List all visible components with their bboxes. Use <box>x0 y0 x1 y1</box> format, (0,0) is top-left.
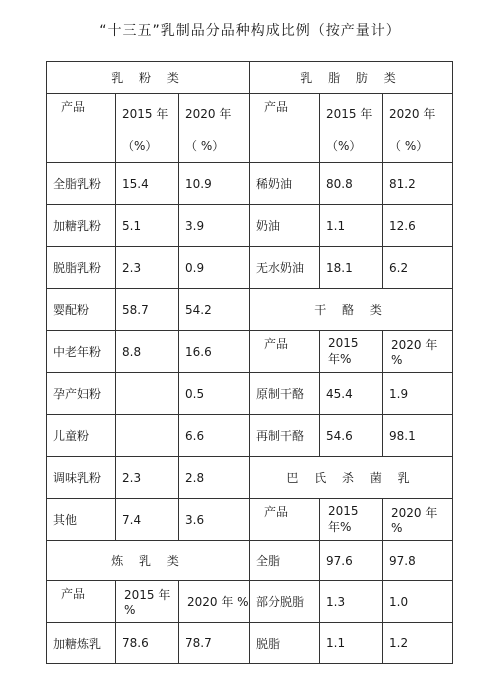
value-2020: 78.7 <box>179 623 250 664</box>
header-2015: 2015 年 % <box>116 581 179 623</box>
header-product: 产品 <box>250 94 320 163</box>
table-row <box>47 415 453 457</box>
header-product: 产品 <box>250 499 320 541</box>
value-2020: 54.2 <box>179 289 250 331</box>
value-2020: 2.8 <box>179 457 250 499</box>
table-row <box>47 499 453 541</box>
product-name: 儿童粉 <box>47 415 116 457</box>
value-2015: 1.1 <box>320 205 383 247</box>
value-2015: 2.3 <box>116 457 179 499</box>
table-row <box>47 373 453 415</box>
value-2020: 1.9 <box>383 373 453 415</box>
table-row <box>47 94 453 163</box>
table-row <box>47 331 453 373</box>
value-2020: 81.2 <box>383 163 453 205</box>
product-name: 稀奶油 <box>250 163 320 205</box>
value-2015: 97.6 <box>320 541 383 581</box>
product-name: 中老年粉 <box>47 331 116 373</box>
value-2020: 1.0 <box>383 581 453 623</box>
product-name: 无水奶油 <box>250 247 320 289</box>
composition-table <box>46 61 453 664</box>
product-name: 部分脱脂 <box>250 581 320 623</box>
value-2020: 3.6 <box>179 499 250 541</box>
value-2020: 0.5 <box>179 373 250 415</box>
value-2020: 97.8 <box>383 541 453 581</box>
value-2015 <box>116 373 179 415</box>
product-name: 其他 <box>47 499 116 541</box>
header-product: 产品 <box>47 94 116 163</box>
value-2015: 2.3 <box>116 247 179 289</box>
value-2015: 45.4 <box>320 373 383 415</box>
value-2020: 3.9 <box>179 205 250 247</box>
product-name: 原制干酪 <box>250 373 320 415</box>
value-2015: 80.8 <box>320 163 383 205</box>
header-product: 产品 <box>250 331 320 373</box>
value-2015: 54.6 <box>320 415 383 457</box>
value-2020: 10.9 <box>179 163 250 205</box>
section-header-condensed: 炼 乳 类 <box>47 541 250 581</box>
header-2020: 2020 年 % <box>383 331 453 373</box>
value-2015: 58.7 <box>116 289 179 331</box>
header-2015: 2015 年 （%） <box>320 94 383 163</box>
header-2020: 2020 年 % <box>179 581 250 623</box>
section-header-milk-fat: 乳 脂 肪 类 <box>250 62 453 94</box>
table-row <box>47 289 453 331</box>
header-2015: 2015 年% <box>320 331 383 373</box>
header-2015: 2015 年% <box>320 499 383 541</box>
table-row <box>47 581 453 623</box>
product-name: 脱脂乳粉 <box>47 247 116 289</box>
product-name: 奶油 <box>250 205 320 247</box>
section-header-milk-powder: 乳 粉 类 <box>47 62 250 94</box>
value-2020: 6.2 <box>383 247 453 289</box>
value-2020: 6.6 <box>179 415 250 457</box>
value-2020: 0.9 <box>179 247 250 289</box>
table-row <box>47 205 453 247</box>
product-name: 再制干酪 <box>250 415 320 457</box>
product-name: 加糖乳粉 <box>47 205 116 247</box>
value-2020: 16.6 <box>179 331 250 373</box>
value-2015 <box>116 415 179 457</box>
product-name: 全脂 <box>250 541 320 581</box>
value-2015: 1.1 <box>320 623 383 664</box>
value-2015: 78.6 <box>116 623 179 664</box>
value-2015: 7.4 <box>116 499 179 541</box>
section-header-cheese: 干 酪 类 <box>250 289 453 331</box>
value-2015: 5.1 <box>116 205 179 247</box>
document-title: “十三五”乳制品分品种构成比例（按产量计） <box>99 23 401 39</box>
value-2020: 12.6 <box>383 205 453 247</box>
value-2015: 15.4 <box>116 163 179 205</box>
table-row <box>47 247 453 289</box>
product-name: 全脂乳粉 <box>47 163 116 205</box>
header-2020: 2020 年 （ %） <box>179 94 250 163</box>
value-2020: 1.2 <box>383 623 453 664</box>
header-2020: 2020 年 % <box>383 499 453 541</box>
value-2020: 98.1 <box>383 415 453 457</box>
table-row <box>47 457 453 499</box>
section-header-pasteurized: 巴 氏 杀 菌 乳 <box>250 457 453 499</box>
table-row <box>47 541 453 581</box>
product-name: 加糖炼乳 <box>47 623 116 664</box>
product-name: 脱脂 <box>250 623 320 664</box>
table-row <box>47 163 453 205</box>
header-2020: 2020 年 （ %） <box>383 94 453 163</box>
value-2015: 1.3 <box>320 581 383 623</box>
product-name: 孕产妇粉 <box>47 373 116 415</box>
header-2015: 2015 年 （%） <box>116 94 179 163</box>
product-name: 婴配粉 <box>47 289 116 331</box>
table-row <box>47 62 453 94</box>
value-2015: 18.1 <box>320 247 383 289</box>
header-product: 产品 <box>47 581 116 623</box>
table-row <box>47 623 453 664</box>
product-name: 调味乳粉 <box>47 457 116 499</box>
value-2015: 8.8 <box>116 331 179 373</box>
